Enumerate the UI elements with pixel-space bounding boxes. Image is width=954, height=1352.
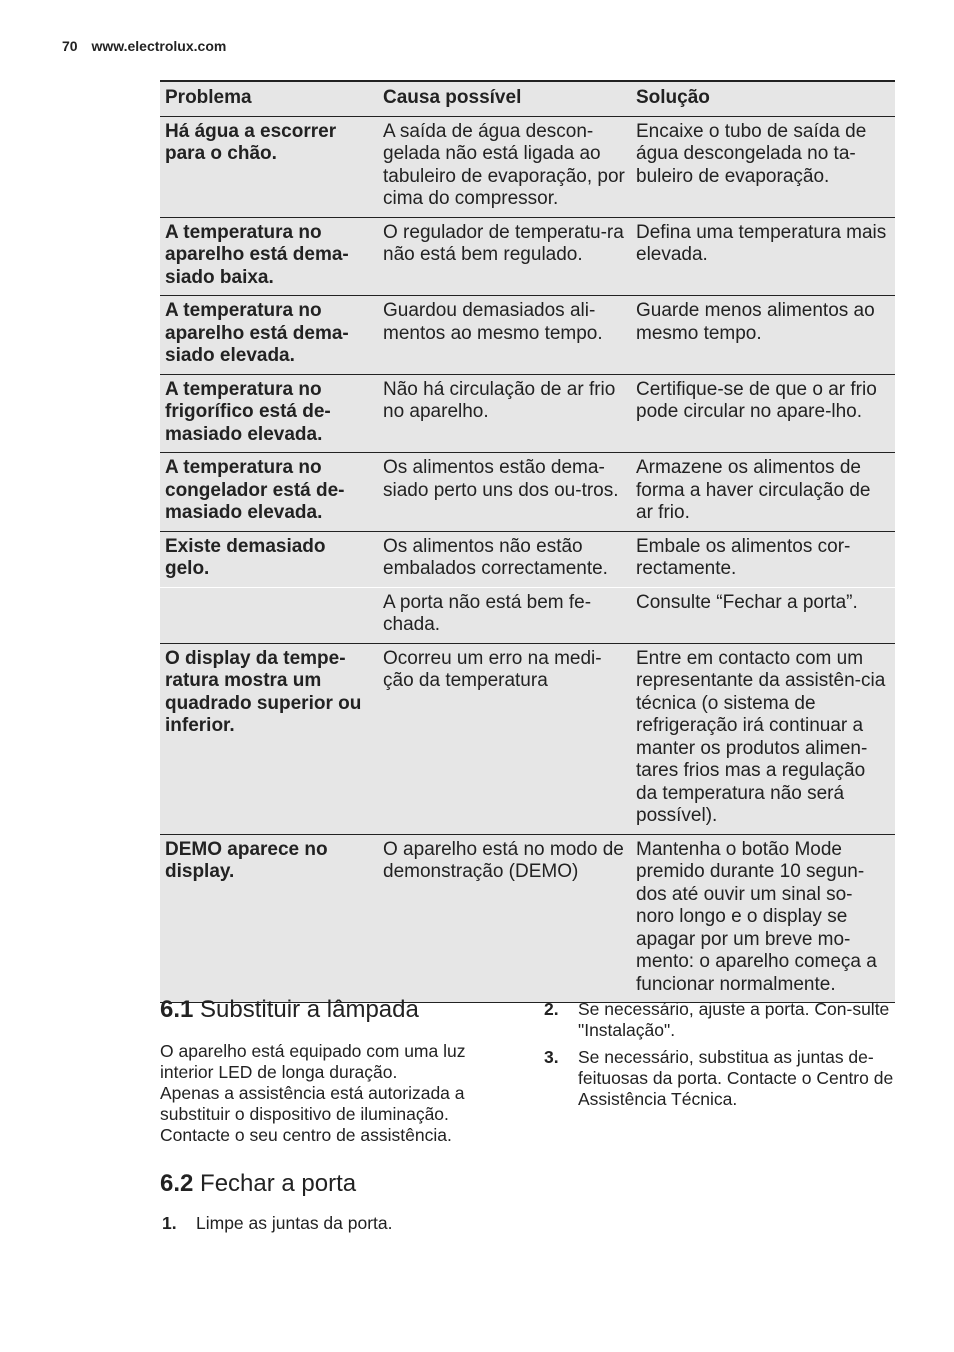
table-row bbox=[160, 531, 895, 587]
page-number: 70 bbox=[62, 38, 78, 54]
cause-cell: Os alimentos estão dema-siado perto uns dos ou-tros. bbox=[378, 453, 631, 532]
table-row bbox=[160, 217, 895, 296]
section-6-1-heading bbox=[160, 996, 419, 1024]
table-row bbox=[160, 453, 895, 532]
cause-cell: A porta não está bem fe-chada. bbox=[378, 587, 631, 643]
problem-cell: A temperatura no frigorífico está de-masiado elevada. bbox=[160, 374, 378, 453]
solution-cell: Encaixe o tubo de saída de água descongelada no ta-buleiro de evaporação. bbox=[631, 116, 895, 217]
problem-cell: DEMO aparece no display. bbox=[160, 834, 378, 1003]
solution-cell: Armazene os alimentos de forma a haver circulação de ar frio. bbox=[631, 453, 895, 532]
cause-cell: O aparelho está no modo de demonstração (DEMO) bbox=[378, 834, 631, 1003]
step-number: 3. bbox=[544, 1047, 559, 1067]
section-title: Fechar a porta bbox=[200, 1170, 357, 1197]
site-url: www.electrolux.com bbox=[91, 38, 227, 54]
problem-cell: Há água a escorrer para o chão. bbox=[160, 116, 378, 217]
solution-cell: Entre em contacto com um representante da assistên-cia técnica (o sistema de refrigeração irá continuar a manter os produtos alimen-tares frios mas a regulação da temperatura não será possível). bbox=[631, 643, 895, 834]
solution-cell: Guarde menos alimentos ao mesmo tempo. bbox=[631, 296, 895, 375]
solution-cell: Mantenha o botão Mode premido durante 10 segun-dos até ouvir um sinal so-noro longo e o display se apagar por um breve mo-mento: o aparelho começa a funcionar normalmente. bbox=[631, 834, 895, 1003]
table-row bbox=[160, 374, 895, 453]
table-row bbox=[160, 834, 895, 1003]
section-6-1-paragraph-2: Apenas a assistência está autorizada a substituir o dispositivo de iluminação. Contacte o seu centro de assistência. bbox=[160, 1083, 465, 1145]
solution-cell: Certifique-se de que o ar frio pode circular no apare-lho. bbox=[631, 374, 895, 453]
cause-cell: O regulador de temperatu-ra não está bem regulado. bbox=[378, 217, 631, 296]
table-row bbox=[160, 116, 895, 217]
problem-cell: A temperatura no aparelho está dema-siado baixa. bbox=[160, 217, 378, 296]
table-row bbox=[160, 587, 895, 643]
step-item bbox=[544, 999, 896, 1041]
step-item bbox=[544, 1047, 896, 1110]
header-solution: Solução bbox=[631, 81, 895, 116]
section-6-2-heading bbox=[160, 1170, 356, 1198]
cause-cell: Ocorreu um erro na medi-ção da temperatura bbox=[378, 643, 631, 834]
table-row bbox=[160, 296, 895, 375]
cause-cell: Não há circulação de ar frio no aparelho. bbox=[378, 374, 631, 453]
page-header bbox=[62, 38, 226, 54]
troubleshooting-table bbox=[160, 80, 895, 1003]
problem-cell bbox=[160, 587, 378, 643]
step-text: Limpe as juntas da porta. bbox=[196, 1213, 393, 1233]
header-cause: Causa possível bbox=[378, 81, 631, 116]
step-item bbox=[162, 1213, 482, 1234]
solution-cell: Embale os alimentos cor-rectamente. bbox=[631, 531, 895, 587]
cause-cell: Guardou demasiados ali-mentos ao mesmo tempo. bbox=[378, 296, 631, 375]
step-number: 1. bbox=[162, 1213, 177, 1233]
problem-cell: Existe demasiado gelo. bbox=[160, 531, 378, 587]
cause-cell: A saída de água descon-gelada não está ligada ao tabuleiro de evaporação, por cima do compressor. bbox=[378, 116, 631, 217]
problem-cell: O display da tempe-ratura mostra um quadrado superior ou inferior. bbox=[160, 643, 378, 834]
step-text: Se necessário, substitua as juntas de-feituosas da porta. Contacte o Centro de Assistência Técnica. bbox=[578, 1047, 894, 1109]
section-number: 6.2 bbox=[160, 1170, 194, 1197]
solution-cell: Defina uma temperatura mais elevada. bbox=[631, 217, 895, 296]
table-header-row bbox=[160, 81, 895, 116]
header-problem: Problema bbox=[160, 81, 378, 116]
step-text: Se necessário, ajuste a porta. Con-sulte "Instalação". bbox=[578, 999, 890, 1040]
section-title: Substituir a lâmpada bbox=[200, 996, 419, 1023]
section-number: 6.1 bbox=[160, 996, 194, 1023]
step-number: 2. bbox=[544, 999, 559, 1019]
cause-cell: Os alimentos não estão embalados correctamente. bbox=[378, 531, 631, 587]
solution-cell: Consulte “Fechar a porta”. bbox=[631, 587, 895, 643]
section-6-1-paragraph-1: O aparelho está equipado com uma luz interior LED de longa duração. bbox=[160, 1041, 466, 1082]
table-row bbox=[160, 643, 895, 834]
problem-cell: A temperatura no congelador está de-masiado elevada. bbox=[160, 453, 378, 532]
problem-cell: A temperatura no aparelho está dema-siado elevada. bbox=[160, 296, 378, 375]
